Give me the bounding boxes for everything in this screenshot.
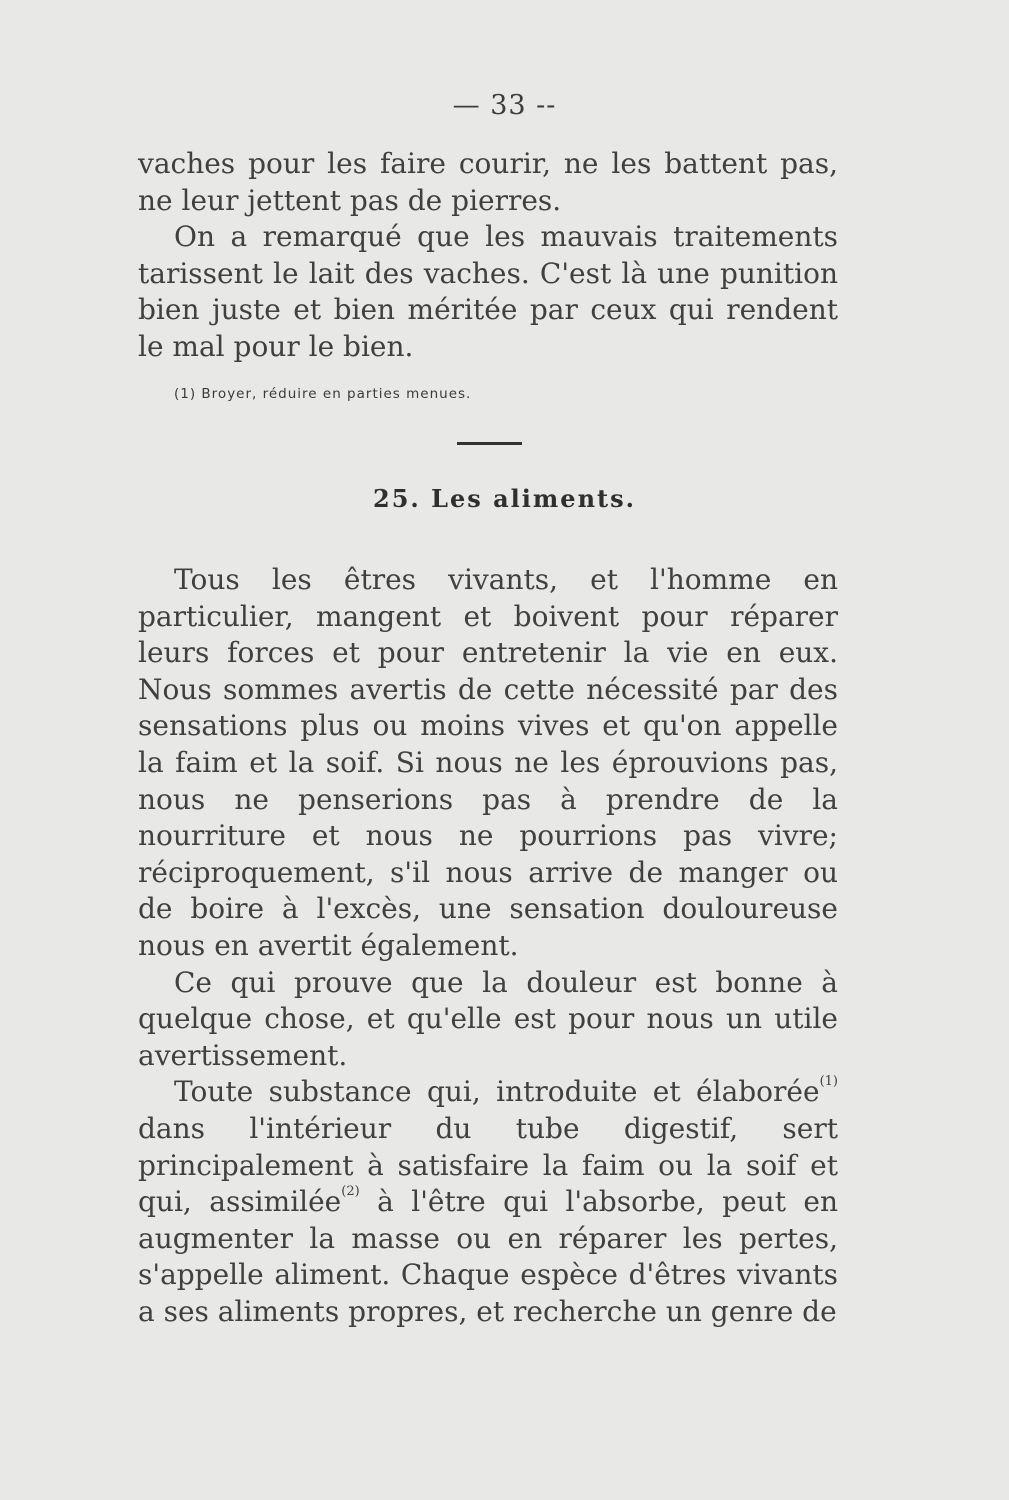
footnote-ref-2: (2) (341, 1184, 360, 1200)
footnote-ref-1: (1) (819, 1074, 838, 1090)
section-divider (457, 442, 522, 445)
body-paragraph-3-text-c: à l'être qui l'absorbe, peut en augmenter la masse ou en réparer les pertes, s'appelle aliment. Chaque espèce d'êtres vivants a ses aliments propres, et recherche un genre de (138, 1185, 838, 1328)
footnote: (1) Broyer, réduire en parties menues. (174, 386, 472, 402)
top-text-block (138, 146, 838, 366)
body-paragraph-3-text-b: dans l'intérieur du tube digestif, sert principalement à satisfaire la faim ou la soif et qui, assimilée (138, 1111, 838, 1219)
body-paragraph-1: Tous les êtres vivants, et l'homme en particulier, mangent et boivent pour réparer leurs forces et pour entretenir la vie en eux. Nous sommes avertis de cette nécessité par des sensations plus ou moins vives et qu'on appelle la faim et la soif. Si nous ne les éprouvions pas, nous ne penserions pas à prendre de la nourriture et nous ne pourrions pas vivre; réciproquement, s'il nous arrive de manger ou de boire à l'excès, une sensation douloureuse nous en avertit également. (138, 563, 838, 962)
body-paragraph-2: Ce qui prouve que la douleur est bonne à quelque chose, et qu'elle est pour nous un utile avertissement. (138, 965, 838, 1072)
page-number: — 33 -- (452, 90, 557, 121)
top-paragraph-continuation: vaches pour les faire courir, ne les battent pas, ne leur jettent pas de pierres. (138, 147, 838, 217)
body-paragraph-3 (138, 1074, 838, 1330)
section-heading: 25. Les aliments. (373, 484, 636, 513)
body-paragraph-3-text-a: Toute substance qui, introduite et élaborée (174, 1075, 820, 1109)
body-text-block (138, 562, 838, 1330)
top-paragraph: On a remarqué que les mauvais traitements tarissent le lait des vaches. C'est là une punition bien juste et bien méritée par ceux qui rendent le mal pour le bien. (138, 220, 838, 363)
